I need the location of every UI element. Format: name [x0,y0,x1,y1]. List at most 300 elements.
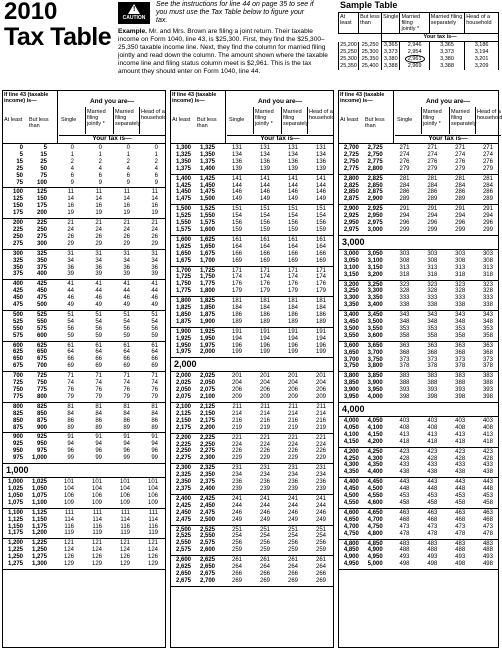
table-cell: 1 [154,151,158,158]
table-cell: 159 [231,226,242,233]
table-cell: 229 [231,455,242,462]
table-cell: 41 [123,281,130,288]
table-cell: 25 [16,165,23,172]
table-cell: 4 [98,165,102,172]
table-cell: 448 [427,486,438,493]
table-cell: 4,500 [343,493,359,500]
table-cell: 418 [455,438,466,445]
table-cell: 146 [287,189,298,196]
table-cell: 216 [231,417,242,424]
column-header [3,91,165,144]
table-cell: 2,625 [199,557,215,564]
table-cell: 169 [259,257,270,264]
table-cell: 19 [95,210,102,217]
table-cell: 318 [427,271,438,278]
table-cell: 254 [259,533,270,540]
table-cell: 2,550 [199,533,215,540]
table-cell: 443 [455,479,466,486]
table-cell: 76 [123,387,130,393]
table-cell: 29 [123,240,130,247]
table-row [339,272,498,279]
sample-cell: 25,300 [359,49,382,56]
table-cell: 151 [259,206,270,213]
table-cell: 241 [287,495,298,502]
table-row [171,547,333,554]
row-group [3,250,165,281]
table-cell: 3,200 [367,271,383,278]
table-row [3,404,165,411]
table-cell: 84 [67,410,74,417]
table-cell: 393 [427,387,438,394]
table-cell: 468 [427,516,438,523]
table-cell: 276 [482,158,493,165]
table-cell: 438 [482,469,493,476]
h-but-less: But less than [197,117,217,129]
table-cell: 408 [455,424,466,431]
table-cell: 4,550 [367,493,383,500]
table-cell: 176 [231,281,242,288]
table-cell: 196 [287,342,298,349]
table-cell: 134 [315,151,326,158]
table-cell: 149 [231,196,242,203]
table-cell: 184 [315,305,326,312]
table-cell: 29 [67,240,74,247]
table-cell: 129 [119,561,130,568]
row-group [3,509,165,540]
table-row [171,176,333,183]
table-row [339,456,498,463]
table-cell: 450 [36,288,47,295]
table-cell: 4 [154,165,158,172]
table-row [171,533,333,540]
table-cell: 4,600 [367,499,383,506]
table-cell: 500 [36,302,47,309]
table-cell: 353 [455,325,466,332]
table-cell: 150 [36,196,47,203]
table-row [3,500,165,507]
table-cell: 19 [67,210,74,217]
table-row [3,173,165,180]
table-row [3,220,165,227]
table-cell: 483 [427,540,438,547]
table-cell: 286 [399,189,410,196]
table-cell: 234 [259,472,270,479]
table-cell: 11 [95,189,102,196]
section-heading: 4,000 [339,403,498,417]
h-single: Single [61,117,77,123]
table-cell: 131 [231,145,242,151]
table-cell: 300 [12,250,23,257]
example-body: Mr. and Mrs. Brown are filing a joint return. Their taxable income on Form 1040, line 43, is $25,300. First, they find the $25,300–25,350 taxable income line. Next, they find the column for married filing jointly and read down the column. The amount shown where the taxable income line and filing status column meet is $2,961. This is the tax amount they should enter on Form 1040, line 44. [118,28,328,75]
table-cell: 2,650 [175,570,191,577]
table-cell: 181 [231,298,242,305]
table-cell: 131 [259,145,270,151]
table-cell: 1,775 [175,288,191,295]
table-cell: 84 [95,410,102,417]
table-cell: 266 [231,570,242,577]
table-cell: 463 [399,509,410,516]
table-row [3,434,165,441]
table-cell: 279 [455,165,466,172]
table-cell: 246 [315,509,326,516]
table-row [339,432,498,439]
table-cell: 226 [259,448,270,455]
table-cell: 353 [399,325,410,332]
table-cell: 219 [231,424,242,431]
table-cell: 350 [36,257,47,264]
table-cell: 39 [95,271,102,278]
table-cell: 1,000 [7,479,23,486]
table-cell: 31 [123,250,130,257]
highlighted-tax: 2,961 [405,55,425,63]
table-cell: 4,400 [367,469,383,476]
table-cell: 3,050 [367,250,383,257]
h-hoh: Head of a household [141,109,167,121]
table-cell: 249 [231,516,242,523]
sample-cell: 25,250 [359,42,382,50]
table-cell: 575 [36,325,47,332]
table-cell: 50 [16,172,23,179]
table-cell: 473 [427,523,438,530]
table-cell: 4,400 [343,479,359,486]
table-cell: 14 [95,196,102,203]
table-row [171,305,333,312]
table-row [339,524,498,531]
table-cell: 41 [67,281,74,288]
table-cell: 358 [455,332,466,339]
table-cell: 284 [399,182,410,189]
table-row [3,486,165,493]
table-cell: 2,575 [199,540,215,547]
table-cell: 54 [123,318,130,325]
table-cell: 1,325 [175,151,191,158]
table-cell: 428 [455,455,466,462]
table-cell: 700 [36,363,47,370]
table-cell: 49 [67,302,74,309]
tax-column-1 [2,90,166,648]
table-cell: 775 [12,393,23,400]
table-row [3,295,165,302]
table-cell: 408 [427,424,438,431]
table-cell: 179 [231,288,242,295]
table-cell: 96 [151,448,158,455]
table-cell: 281 [455,175,466,182]
table-row [171,380,333,387]
table-cell: 226 [287,448,298,455]
table-cell: 44 [95,288,102,295]
table-cell: 264 [259,564,270,571]
table-cell: 144 [315,182,326,189]
table-cell: 66 [151,356,158,363]
table-cell: 423 [427,448,438,455]
table-cell: 493 [455,554,466,561]
table-cell: 174 [287,274,298,281]
table-cell: 114 [92,516,102,523]
table-cell: 100 [12,189,23,196]
table-cell: 241 [231,495,242,502]
table-cell: 89 [67,424,74,431]
table-cell: 21 [95,220,102,227]
table-cell: 403 [427,418,438,424]
table-cell: 200 [12,220,23,227]
table-row [339,357,498,364]
table-row [339,373,498,380]
table-cell: 96 [67,448,74,455]
table-cell: 246 [231,509,242,516]
table-cell: 296 [482,220,493,227]
table-cell: 333 [399,295,410,302]
row-group [171,205,333,236]
table-row [171,540,333,547]
table-cell: 2,200 [175,434,191,441]
table-cell: 3,700 [343,356,359,363]
table-cell: 46 [123,295,130,302]
table-cell: 44 [123,288,130,295]
table-cell: 328 [455,288,466,295]
sample-cell: 3,365 [382,42,400,50]
table-cell: 375 [36,264,47,271]
table-cell: 250 [36,226,47,233]
sample-your-tax: Your tax is— [382,34,499,42]
table-row [171,472,333,479]
table-cell: 9 [70,179,74,186]
table-cell: 2 [98,158,102,165]
sample-grid [338,12,499,70]
table-cell: 493 [399,554,410,561]
table-row [171,159,333,166]
table-row [339,220,498,227]
table-cell: 276 [399,158,410,165]
table-cell: 2,950 [367,213,383,220]
table-row [171,298,333,305]
table-cell: 4 [126,165,130,172]
table-cell: 1,275 [7,561,23,568]
table-cell: 144 [259,182,270,189]
table-cell: 2,775 [367,158,383,165]
table-cell: 59 [123,332,130,339]
table-cell: 15 [40,151,47,158]
section-heading: 3,000 [339,236,498,250]
sample-cell: 25,200 [340,41,357,48]
table-cell: 14 [151,196,158,203]
sample-cell: 25,350 [340,63,357,69]
table-cell: 3,250 [343,288,359,295]
table-row [339,350,498,357]
table-cell: 463 [455,509,466,516]
table-cell: 131 [287,145,298,151]
table-cell: 318 [482,271,493,278]
sample-cell: 3,209 [465,63,499,70]
table-cell: 119 [64,530,74,537]
table-cell: 100 [36,179,47,186]
table-cell: 6 [98,172,102,179]
table-row [3,210,165,217]
table-cell: 189 [231,318,242,325]
table-cell: 136 [231,158,242,165]
table-cell: 308 [399,257,410,264]
table-cell: 1,950 [199,335,215,342]
table-cell: 296 [427,220,438,227]
table-cell: 403 [399,418,410,424]
table-cell: 308 [455,257,466,264]
table-row [3,517,165,524]
table-row [3,373,165,380]
table-row [171,373,333,380]
table-cell: 338 [455,302,466,309]
table-row [171,442,333,449]
table-cell: 276 [455,158,466,165]
table-cell: 199 [231,349,242,356]
table-cell: 343 [482,312,493,319]
table-cell: 453 [427,493,438,500]
table-cell: 274 [482,151,493,158]
table-cell: 206 [231,387,242,394]
table-cell: 4,300 [343,462,359,469]
table-cell: 24 [95,226,102,233]
table-cell: 373 [455,356,466,363]
column-header [339,91,502,144]
table-cell: 124 [91,547,102,554]
table-cell: 313 [455,264,466,271]
table-cell: 74 [123,380,130,387]
table-cell: 204 [231,380,242,387]
table-cell: 221 [287,434,298,441]
table-cell: 75 [16,179,23,186]
table-row [171,196,333,203]
table-row [3,234,165,241]
table-cell: 2,025 [199,373,215,380]
table-cell: 303 [482,250,493,257]
table-cell: 286 [455,189,466,196]
table-cell: 1,875 [199,311,215,318]
table-row [171,486,333,493]
table-row [3,343,165,350]
table-cell: 4,200 [367,438,383,445]
table-cell: 1,200 [31,530,47,537]
table-cell: 1,300 [31,561,47,568]
table-cell: 111 [120,509,130,516]
table-row [3,394,165,401]
row-group [339,205,498,236]
table-row [171,517,333,524]
table-cell: 26 [67,233,74,240]
table-cell: 119 [92,530,102,537]
table-cell: 146 [315,189,326,196]
row-group [339,509,498,540]
h-hoh: Head of a household [477,109,502,121]
table-cell: 99 [151,455,158,462]
sample-cell: 25,350 [359,56,382,63]
table-cell: 274 [427,151,438,158]
table-cell: 204 [259,380,270,387]
table-cell: 196 [231,342,242,349]
table-cell: 106 [119,492,130,499]
table-cell: 325 [12,257,23,264]
table-cell: 86 [151,417,158,424]
table-cell: 34 [95,257,102,264]
table-cell: 246 [287,509,298,516]
table-row [171,258,333,265]
table-cell: 313 [399,264,410,271]
table-row [339,258,498,265]
table-cell: 0 [154,145,158,151]
table-cell: 303 [399,250,410,257]
table-cell: 114 [120,516,130,523]
table-cell: 3,300 [343,295,359,302]
table-cell: 4,900 [367,547,383,554]
table-row [3,312,165,319]
sample-cell [400,56,429,63]
table-cell: 74 [95,380,102,387]
table-cell: 125 [36,189,47,196]
table-cell: 2,275 [199,448,215,455]
table-cell: 196 [315,342,326,349]
table-row [3,271,165,278]
table-cell: 201 [231,373,242,380]
table-cell: 75 [40,172,47,179]
table-row [339,510,498,517]
table-row [339,394,498,401]
table-cell: 800 [36,393,47,400]
table-cell: 3,550 [343,332,359,339]
table-row [339,541,498,548]
table-cell: 256 [287,540,298,547]
table-row [3,319,165,326]
table-cell: 2,250 [175,448,191,455]
table-cell: 2,775 [343,165,359,172]
h-mfj: Married filing jointly * [255,109,274,127]
table-cell: 448 [482,486,493,493]
table-row [171,227,333,234]
table-cell: 4,700 [343,523,359,530]
row-group [171,328,333,359]
table-cell: 11 [123,189,130,196]
table-row [171,145,333,152]
table-row [3,241,165,248]
table-cell: 488 [482,547,493,554]
table-cell: 2 [154,158,158,165]
table-cell: 211 [316,404,326,410]
table-row [339,295,498,302]
row-group [339,144,498,175]
table-cell: 266 [287,570,298,577]
table-cell: 338 [399,302,410,309]
table-cell: 2,075 [175,394,191,401]
table-cell: 308 [482,257,493,264]
table-cell: 229 [315,455,326,462]
table-cell: 413 [482,431,493,438]
table-cell: 353 [482,325,493,332]
h-mfs: Married filing separately [115,109,141,127]
table-cell: 4,550 [343,499,359,506]
table-cell: 249 [259,516,270,523]
table-cell: 2,375 [175,485,191,492]
table-cell: 91 [151,434,158,441]
table-cell: 84 [123,410,130,417]
table-cell: 1,050 [7,492,23,499]
table-row [171,213,333,220]
table-cell: 94 [67,441,74,448]
table-cell: 211 [260,404,270,410]
table-cell: 498 [482,561,493,568]
table-cell: 2,275 [175,455,191,462]
table-cell: 129 [147,561,158,568]
row-group [171,464,333,495]
table-cell: 3,050 [343,257,359,264]
table-cell: 186 [315,311,326,318]
table-cell: 398 [399,394,410,401]
table-cell: 34 [151,257,158,264]
